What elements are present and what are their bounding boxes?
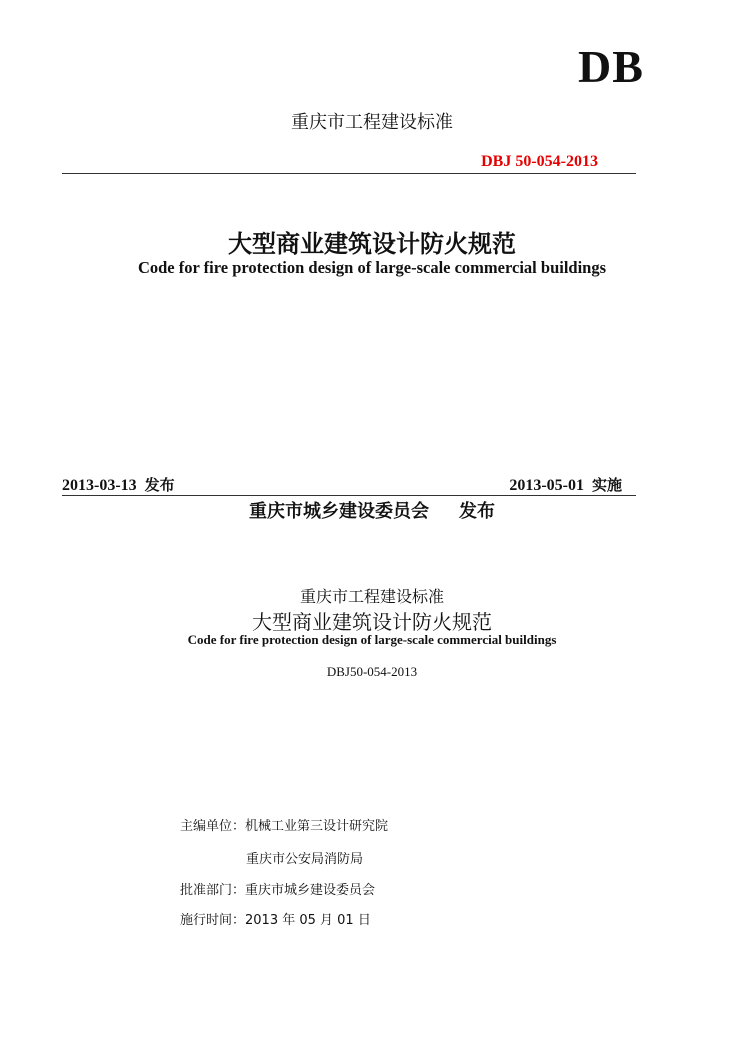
issuer-label: 发布 xyxy=(459,501,495,522)
inner-title-zh: 大型商业建筑设计防火规范 xyxy=(252,610,492,634)
issuer-name: 重庆市城乡建设委员会 xyxy=(249,501,429,522)
issue-date-line xyxy=(62,474,175,495)
standard-category: 重庆市工程建设标准 xyxy=(291,112,453,133)
header-rule xyxy=(62,173,636,174)
date-rule xyxy=(62,495,636,496)
chief-editor-line: 主编单位：机械工业第三设计研究院 xyxy=(180,819,389,834)
db-mark: DB xyxy=(578,41,644,92)
issue-date: 2013-03-13 xyxy=(62,477,137,494)
effective-date: 2013-05-01 xyxy=(509,477,584,494)
inner-standard-code: DBJ50-054-2013 xyxy=(326,664,418,679)
effective-label: 实施 xyxy=(591,476,622,494)
effective-date-line xyxy=(509,474,622,495)
co-editor-line: 重庆市公安局消防局 xyxy=(246,852,364,867)
inner-title-en: Code for fire protection design of large-scale commercial buildings xyxy=(187,632,557,647)
document-title-zh: 大型商业建筑设计防火规范 xyxy=(228,230,516,258)
standard-code: DBJ 50-054-2013 xyxy=(481,153,598,170)
issuer-line xyxy=(0,497,744,523)
document-title-en: Code for fire protection design of large-scale commercial buildings xyxy=(137,258,607,277)
inner-standard-category: 重庆市工程建设标准 xyxy=(299,587,444,606)
effective-time-line: 施行时间：2013 年 05 月 01 日 xyxy=(180,913,371,928)
issue-label: 发布 xyxy=(144,476,175,494)
approval-dept-line: 批准部门：重庆市城乡建设委员会 xyxy=(180,883,376,898)
